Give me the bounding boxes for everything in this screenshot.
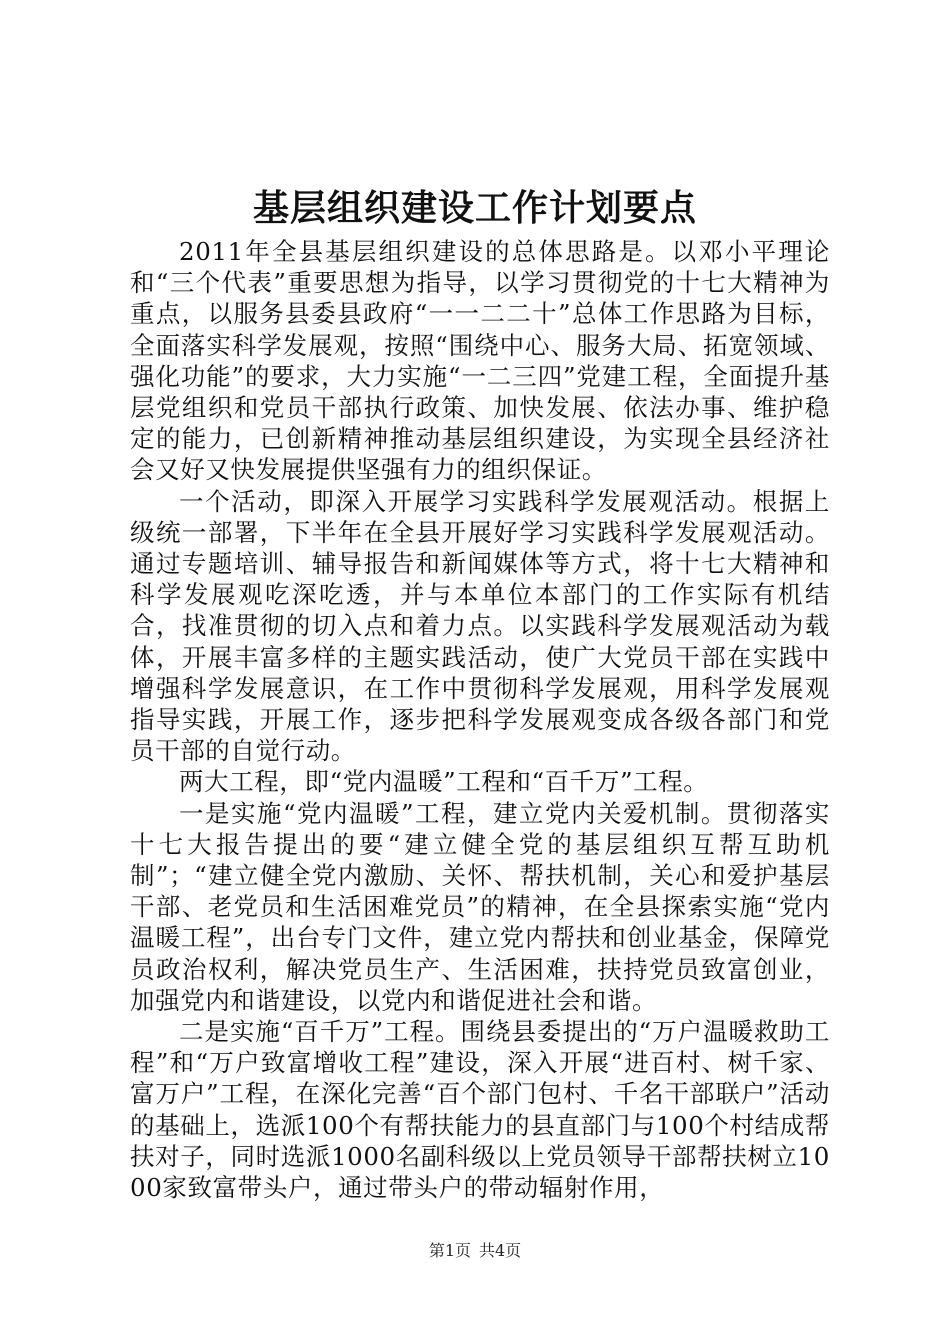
document-body (130, 236, 830, 1203)
paragraph-hundred-thousand-project: 二是实施“百千万”工程。围绕县委提出的“万户温暖救助工程”和“万户致富增收工程”建设，深入开展“进百村、树千家、富万户”工程，在深化完善“百个部门包村、千名干部联户”活动的基础上，选派100个有帮扶能力的县直部门与100个村结成帮扶对子，同时选派1000名副科级以上党员领导干部帮扶树立1000家致富带头户，通过带头户的带动辐射作用， (130, 1017, 830, 1203)
page-total: 共4页 (479, 1241, 522, 1260)
paragraph-one-activity: 一个活动，即深入开展学习实践科学发展观活动。根据上级统一部署，下半年在全县开展好学习实践科学发展观活动。通过专题培训、辅导报告和新闻媒体等方式，将十七大精神和科学发展观吃深吃透，并与本单位本部门的工作实际有机结合，找准贯彻的切入点和着力点。以实践科学发展观活动为载体，开展丰富多样的主题实践活动，使广大党员干部在实践中增强科学发展意识，在工作中贯彻科学发展观，用科学发展观指导实践，开展工作，逐步把科学发展观变成各级各部门和党员干部的自觉行动。 (130, 486, 830, 766)
page-footer (0, 1241, 950, 1261)
paragraph-overall-approach: 2011年全县基层组织建设的总体思路是。以邓小平理论和“三个代表”重要思想为指导，以学习贯彻党的十七大精神为重点，以服务县委县政府“一一二二十”总体工作思路为目标，全面落实科学发展观，按照“围绕中心、服务大局、拓宽领域、强化功能”的要求，大力实施“一二三四”党建工程，全面提升基层党组织和党员干部执行政策、加快发展、依法办事、维护稳定的能力，已创新精神推动基层组织建设，为实现全县经济社会又好又快发展提供坚强有力的组织保证。 (130, 237, 830, 485)
paragraph-party-warmth-project: 一是实施“党内温暖”工程，建立党内关爱机制。贯彻落实十七大报告提出的要“建立健全党的基层组织互帮互助机制”；“建立健全党内激励、关怀、帮扶机制，关心和爱护基层干部、老党员和生活困难党员”的精神，在全县探索实施“党内温暖工程”，出台专门文件，建立党内帮扶和创业基金，保障党员政治权利，解决党员生产、生活困难，扶持党员致富创业，加强党内和谐建设，以党内和谐促进社会和谐。 (130, 798, 830, 1015)
page-number: 第1页 (428, 1241, 471, 1260)
paragraph-two-projects: 两大工程，即“党内温暖”工程和“百千万”工程。 (179, 767, 709, 797)
document-title: 基层组织建设工作计划要点 (252, 187, 697, 229)
